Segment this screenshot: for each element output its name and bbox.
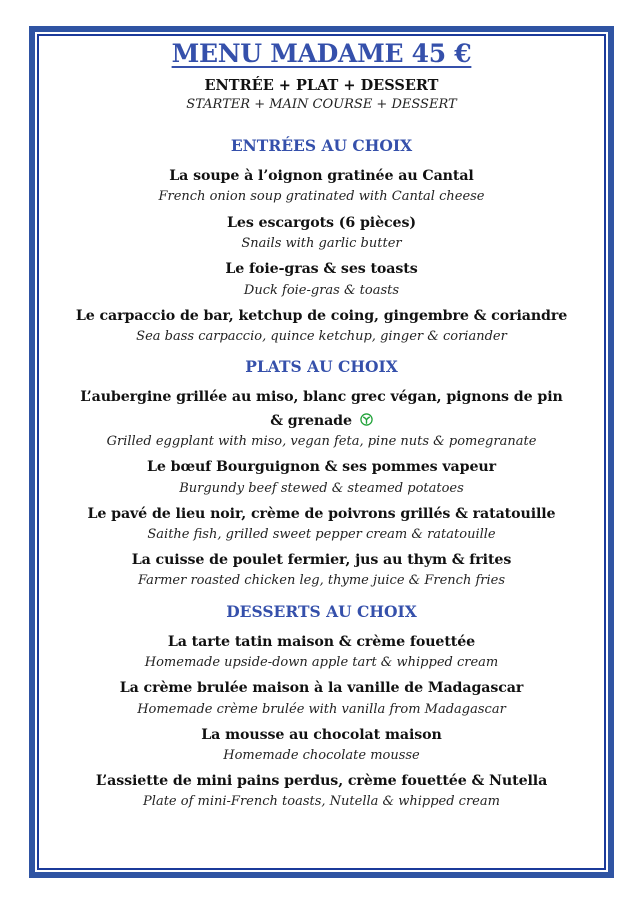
dish-name: La soupe à l’oignon gratinée au Cantal [169, 168, 474, 184]
vegan-icon [360, 413, 373, 426]
dish-name-line2: & grenade [270, 413, 352, 429]
dish-description: Duck foie-gras & toasts [243, 283, 400, 298]
dish-description: French onion soup gratinated with Cantal cheese [158, 189, 485, 204]
dish-description: Plate of mini-French toasts, Nutella & whipped cream [143, 794, 500, 809]
dish-description: Homemade chocolate mousse [223, 748, 420, 763]
dish-name: Le carpaccio de bar, ketchup de coing, gingembre & coriandre [75, 308, 568, 324]
menu-title: MENU MADAME 45 € [171, 39, 472, 68]
dish-name: La cuisse de poulet fermier, jus au thym & frites [131, 552, 512, 568]
section-heading-entrees: ENTRÉES AU CHOIX [230, 136, 413, 155]
dish-name: La crème brulée maison à la vanille de Madagascar [119, 680, 524, 696]
dish-description: Homemade upside-down apple tart & whipped cream [144, 655, 499, 670]
dish-name: Les escargots (6 pièces) [227, 215, 416, 231]
dish-name: L’assiette de mini pains perdus, crème fouettée & Nutella [95, 773, 548, 789]
dish-description: Sea bass carpaccio, quince ketchup, ginger & coriander [136, 329, 507, 344]
dish-name: Le bœuf Bourguignon & ses pommes vapeur [147, 459, 496, 475]
dish-name: L’aubergine grillée au miso, blanc grec végan, pignons de pin [80, 389, 563, 405]
section-heading-desserts: DESSERTS AU CHOIX [226, 602, 417, 621]
dish-name: Le foie-gras & ses toasts [225, 261, 418, 277]
menu-formula-english: STARTER + MAIN COURSE + DESSERT [186, 97, 457, 112]
dish-description: Snails with garlic butter [241, 236, 402, 251]
dish-description: Farmer roasted chicken leg, thyme juice & French fries [137, 573, 505, 588]
dish-name: Le pavé de lieu noir, crème de poivrons grillés & ratatouille [87, 506, 556, 522]
dish-description: Saithe fish, grilled sweet pepper cream & ratatouille [147, 527, 496, 542]
section-heading-plats: PLATS AU CHOIX [245, 357, 398, 376]
dish-name: La mousse au chocolat maison [201, 727, 442, 743]
dish-name: La tarte tatin maison & crème fouettée [167, 634, 476, 650]
dish-description: Homemade crème brulée with vanilla from Madagascar [137, 702, 506, 717]
dish-name-continued [39, 412, 604, 431]
dish-description: Burgundy beef stewed & steamed potatoes [179, 481, 464, 496]
menu-formula: ENTRÉE + PLAT + DESSERT [204, 77, 439, 94]
dish-description: Grilled eggplant with miso, vegan feta, pine nuts & pomegranate [106, 434, 537, 449]
